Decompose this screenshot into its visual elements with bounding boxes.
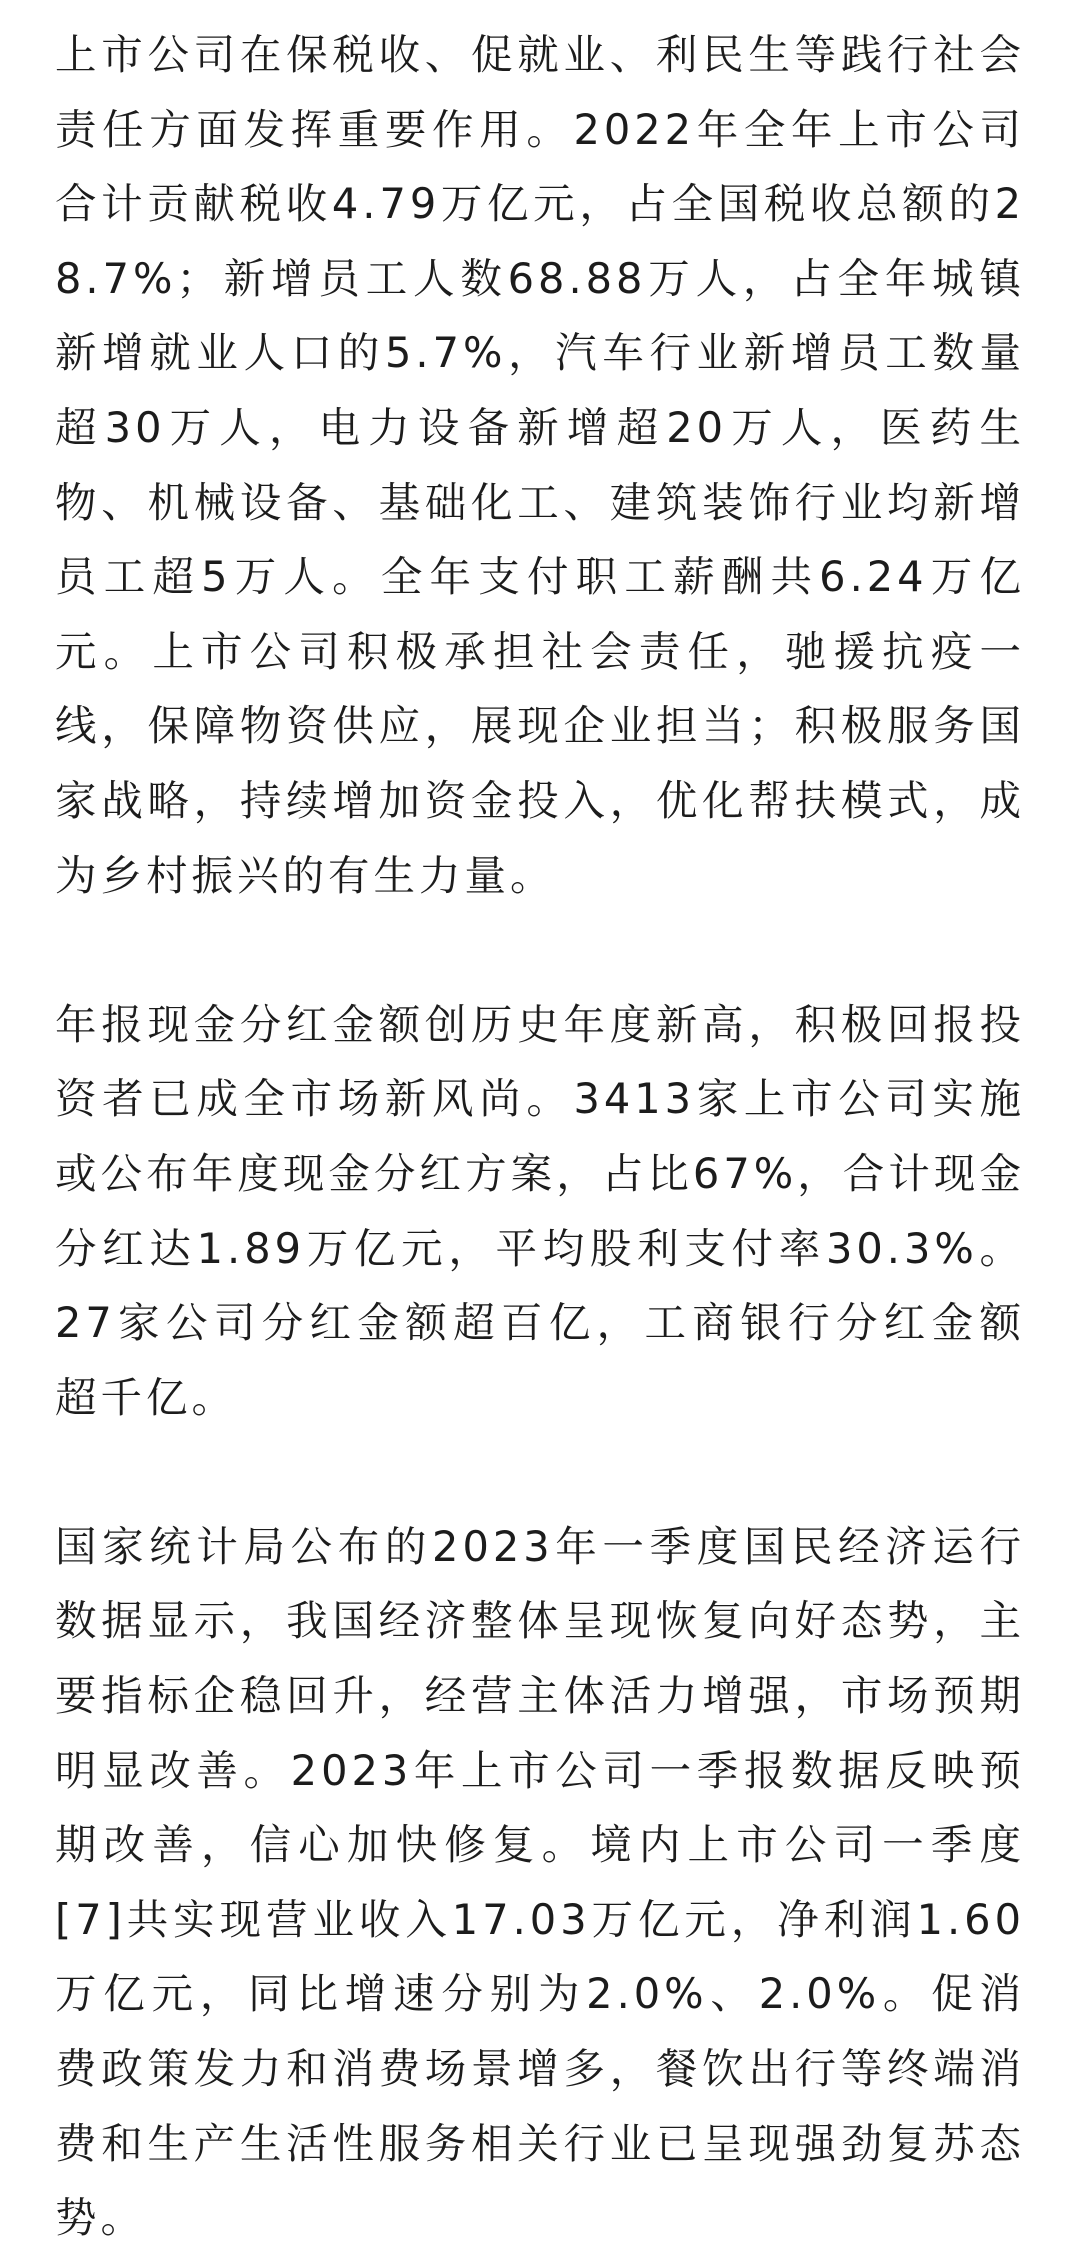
paragraph-q1-economy: 国家统计局公布的2023年一季度国民经济运行数据显示，我国经济整体呈现恢复向好态势，主要指标企稳回升，经营主体活力增强，市场预期明显改善。2023年上市公司一季报数据反映预期改善，信心加快修复。境内上市公司一季度[7]共实现营业收入17.03万亿元，净利润1.60万亿元，同比增速分别为2.0%、2.0%。促消费政策发力和消费场景增多，餐饮出行等终端消费和生产生活性服务相关行业已呈现强劲复苏态势。	[55, 1521, 1025, 2243]
paragraph-cash-dividends: 年报现金分红金额创历史年度新高，积极回报投资者已成全市场新风尚。3413家上市公司实施或公布年度现金分红方案，占比67%，合计现金分红达1.89万亿元，平均股利支付率30.3%。27家公司分红金额超百亿，工商银行分红金额超千亿。	[55, 999, 1025, 1422]
article-body	[55, 18, 1025, 2256]
paragraph-social-responsibility: 上市公司在保税收、促就业、利民生等践行社会责任方面发挥重要作用。2022年全年上市公司合计贡献税收4.79万亿元，占全国税收总额的28.7%；新增员工人数68.88万人，占全年城镇新增就业人口的5.7%，汽车行业新增员工数量超30万人，电力设备新增超20万人，医药生物、机械设备、基础化工、建筑装饰行业均新增员工超5万人。全年支付职工薪酬共6.24万亿元。上市公司积极承担社会责任，驰援抗疫一线，保障物资供应，展现企业担当；积极服务国家战略，持续增加资金投入，优化帮扶模式，成为乡村振兴的有生力量。	[55, 30, 1025, 900]
